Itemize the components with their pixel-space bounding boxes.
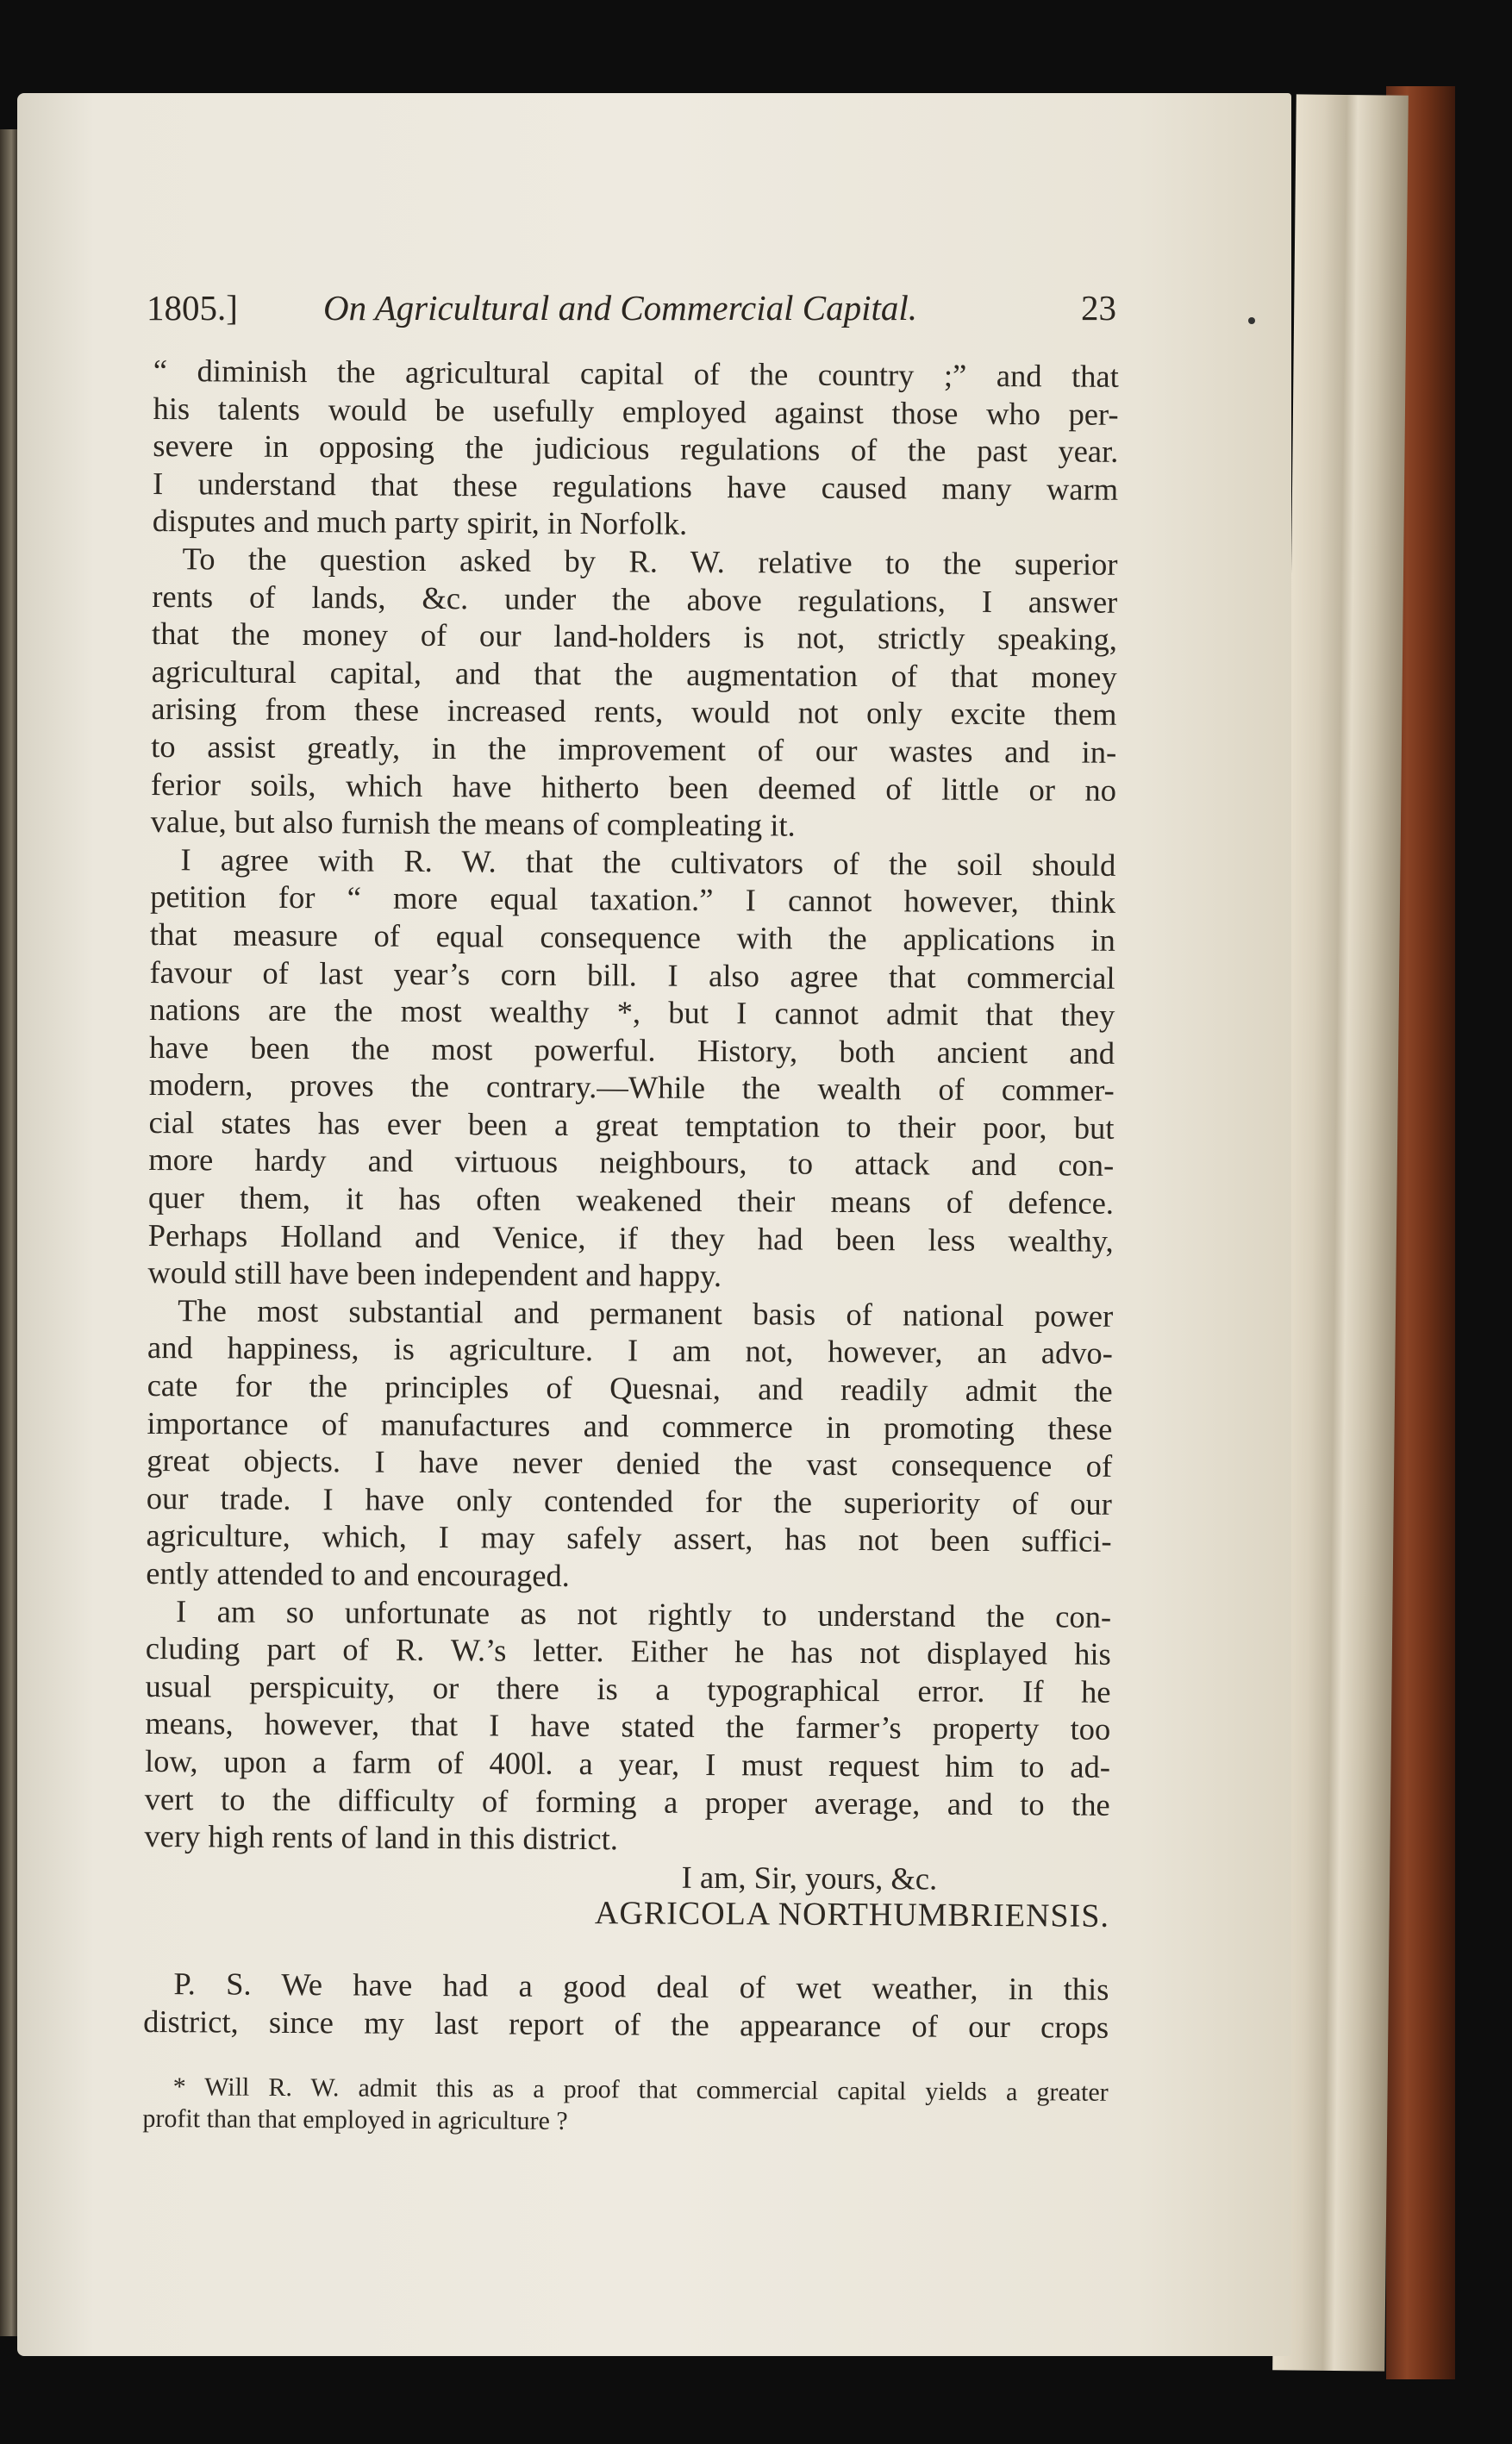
ink-speck	[1248, 317, 1255, 324]
text-line: To the question asked by R. W. relative to the superior	[182, 541, 1118, 582]
text-line: rents of lands, &c. under the above regulations, I answer	[152, 578, 1118, 620]
spacer	[144, 1930, 1109, 1971]
text-line: nations are the most wealthy *, but I cannot admit that they	[149, 991, 1115, 1033]
text-line: cate for the principles of Quesnai, and readily admit the	[147, 1367, 1113, 1409]
footnote-line: * Will R. W. admit this as a proof that commercial capital yields a greater	[172, 2072, 1109, 2107]
text-line: ferior soils, which have hitherto been deemed of little or no	[150, 766, 1117, 808]
text-line: I understand that these regulations have caused many warm	[152, 465, 1119, 507]
text-line: favour of last year’s corn bill. I also agree that commercial	[149, 953, 1115, 996]
postscript-line: district, since my last report of the appearance of our crops	[143, 2003, 1109, 2045]
text-line: means, however, that I have stated the farmer’s property too	[145, 1705, 1111, 1747]
text-line: would still have been independent and happy.	[147, 1254, 722, 1294]
previous-page-edge	[0, 129, 19, 2336]
text-line: value, but also furnish the means of compleating it.	[150, 803, 796, 843]
text-line: to assist greatly, in the improvement of our wastes and in-	[151, 728, 1117, 770]
footnote	[142, 2071, 1108, 2141]
text-line: ently attended to and encouraged.	[146, 1554, 571, 1593]
text-line: Perhaps Holland and Venice, if they had been less wealthy,	[147, 1216, 1114, 1259]
running-head-title: On Agricultural and Commercial Capital.	[323, 288, 918, 328]
postscript-line: P. S. We have had a good deal of wet weather, in this	[173, 1966, 1109, 2007]
text-line: usual perspicuity, or there is a typographical error. If he	[145, 1667, 1111, 1710]
page-block-edge	[1272, 94, 1409, 2371]
text-line: petition for “ more equal taxation.” I cannot however, think	[150, 878, 1116, 921]
text-line: modern, proves the contrary.—While the wealth of commer-	[148, 1066, 1115, 1109]
text-line: disputes and much party spirit, in Norfolk.	[152, 503, 688, 542]
text-line: low, upon a farm of 400l. a year, I must request him to ad-	[144, 1742, 1111, 1785]
text-line: agriculture, which, I may safely assert, has not been suffici-	[146, 1517, 1112, 1560]
text-line: and happiness, is agriculture. I am not, however, an advo-	[147, 1329, 1114, 1372]
running-head-year: 1805.]	[147, 288, 238, 328]
text-line: that the money of our land-holders is not, strictly speaking,	[151, 616, 1118, 657]
running-head	[147, 280, 1116, 335]
text-line: our trade. I have only contended for the superiority of our	[146, 1479, 1112, 1522]
footnote-line: profit than that employed in agriculture ?	[142, 2104, 568, 2136]
page-body	[142, 352, 1119, 2141]
text-line: arising from these increased rents, would not only excite them	[151, 691, 1117, 733]
page-number: 23	[1081, 288, 1116, 328]
text-line: quer them, it has often weakened their means of defence.	[147, 1179, 1115, 1221]
text-line: have been the most powerful. History, both ancient and	[148, 1028, 1115, 1071]
text-line: The most substantial and permanent basis of national power	[178, 1292, 1114, 1334]
text-line: agricultural capital, and that the augmentation of that money	[151, 653, 1117, 695]
text-line: cial states has ever been a great temptation to their poor, but	[148, 1103, 1115, 1146]
signature: AGRICOLA NORTHUMBRIENSIS.	[594, 1895, 1110, 1935]
text-line: that measure of equal consequence with the applications in	[149, 916, 1115, 958]
text-line: importance of manufactures and commerce in promoting these	[147, 1404, 1113, 1447]
text-line: I agree with R. W. that the cultivators of the soil should	[180, 841, 1116, 883]
text-line: very high rents of land in this district.	[144, 1818, 619, 1857]
text-line: cluding part of R. W.’s letter. Either he has not displayed his	[145, 1630, 1111, 1672]
text-line: more hardy and virtuous neighbours, to attack and con-	[148, 1141, 1115, 1184]
signoff: I am, Sir, yours, &c.	[681, 1859, 938, 1897]
text-line: “ diminish the agricultural capital of the country ;” and that	[153, 352, 1119, 394]
text-line: his talents would be usefully employed against those who per-	[153, 390, 1119, 432]
text-line: great objects. I have never denied the vast consequence of	[147, 1442, 1113, 1485]
text-line: vert to the difficulty of forming a proper average, and to the	[144, 1780, 1110, 1822]
text-line: I am so unfortunate as not rightly to understand the con-	[175, 1592, 1112, 1635]
text-line: severe in opposing the judicious regulations of the past year.	[153, 428, 1119, 470]
